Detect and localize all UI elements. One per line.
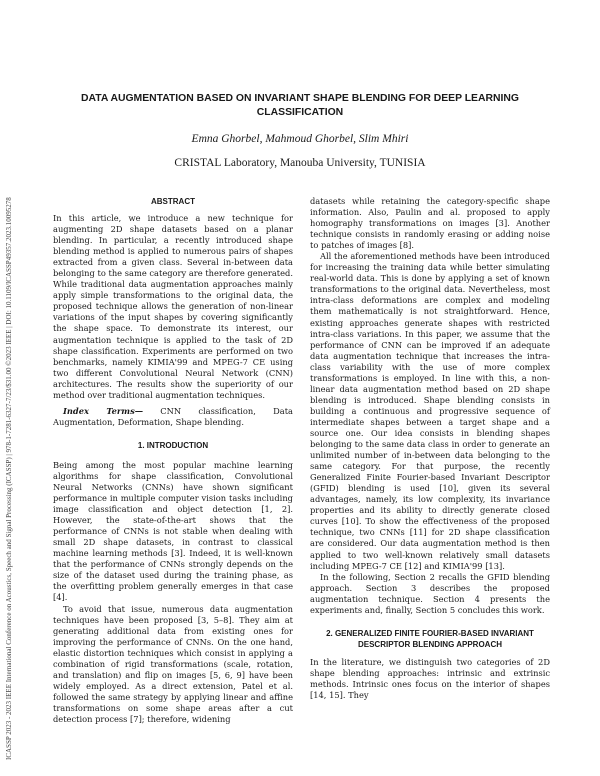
index-terms bbox=[53, 406, 293, 428]
section-2-paragraph: In the literature, we distinguish two categories of 2D shape blending approaches: intrinsic and extrinsic methods. Intrinsic ones focus on the interior of shapes [14, 15]. They bbox=[310, 656, 550, 700]
intro-paragraph: To avoid that issue, numerous data augmentation techniques have been proposed [3, 5–8]. They aim at generating additional data from existing ones for improving the performance of CNNs. On the one hand, elastic distortion techniques which consist in applying a combination of rigid transformations (scale, rotation, and translation) and flip on images [5, 6, 9] have been widely employed. As a direct extension, Patel et al. followed the same strategy by applying linear and affine transformations on some shape areas after a cut detection process [7]; therefore, widening bbox=[53, 603, 293, 724]
affiliation: CRISTAL Laboratory, Manouba University, TUNISIA bbox=[174, 157, 426, 169]
conference-doi-note: ICASSP 2023 - 2023 IEEE International Conference on Acoustics, Speech and Signal Processing (ICASSP) | 978-1-7281-6327-7/23/$31.00 ©2023 IEEE | DOI: 10.1109/ICASSP49357.2023.10095278 bbox=[5, 197, 13, 760]
abstract-heading: ABSTRACT bbox=[151, 197, 195, 206]
paper-title: DATA AUGMENTATION BASED ON INVARIANT SHAPE BLENDING FOR DEEP LEARNING CLASSIFICATION bbox=[81, 93, 519, 118]
body-paragraph: datasets while retaining the category-specific shape information. Also, Paulin and al. proposed to apply homography transformations on images [3]. Another technique consists in randomly erasing or adding noise to patches of images [8]. bbox=[310, 196, 550, 251]
left-column bbox=[53, 196, 293, 725]
abstract-text: In this article, we introduce a new technique for augmenting 2D shape datasets based on a planar blending. In particular, a recently introduced shape blending method is applied to numerous pairs of shapes extracted from a given class. Several in-between data belonging to the same category are therefore generated. While traditional data augmentation approaches mainly apply simple transformations to the original data, the proposed technique allows the generation of non-linear variations of the input shapes by covering significantly the shape space. To demonstrate its interest, our augmentation technique is applied to the task of 2D shape classification. Experiments are performed on two benchmarks, namely KIMIA'99 and MPEG-7 CE using two different Convolutional Neural Network (CNN) architectures. The results show the superiority of our method over traditional augmentation techniques. bbox=[53, 213, 293, 400]
author-list: Emna Ghorbel, Mahmoud Ghorbel, Slim Mhiri bbox=[191, 133, 409, 145]
margin-strip bbox=[3, 70, 15, 760]
index-terms-label: Index Terms— bbox=[63, 405, 144, 416]
body-paragraph: In the following, Section 2 recalls the GFID blending approach. Section 3 describes the proposed augmentation technique. Section 4 presents the experiments and, finally, Section 5 concludes this work. bbox=[310, 571, 550, 615]
intro-paragraph: Being among the most popular machine learning algorithms for shape classification, Convolutional Neural Networks (CNNs) have shown significant performance in multiple computer vision tasks including image classification and object detection [1, 2]. However, the state-of-the-art shows that the performance of CNNs is not stable when dealing with small 2D shape datasets, in contrast to classical machine learning methods [3]. Indeed, it is well-known that the performance of CNNs strongly depends on the size of the dataset used during the training phase, as the overfitting problem generally emerges in that case [4]. bbox=[53, 459, 293, 603]
introduction-heading: 1. INTRODUCTION bbox=[137, 440, 209, 450]
body-paragraph: All the aforementioned methods have been introduced for increasing the training data while better simulating real-world data. This is done by applying a set of known transformations to the original data. Nevertheless, most intra-class deformations are complex and modeling them mathematically is not straightforward. Hence, existing approaches generate shapes with restricted intra-class variations. In this paper, we assume that the performance of CNN can be improved if an adequate data augmentation technique that increases the intra-class variability with the use of more complex transformations is employed. In line with this, a non-linear data augmentation method based on 2D shape blending is introduced. Shape blending consists in building a continuous and progressive sequence of intermediate shapes between a target shape and a source one. Our idea consists in blending shapes belonging to the same data class in order to generate an unlimited number of in-between data belonging to the same category. For that purpose, the recently Generalized Finite Fourier-based Invariant Descriptor (GFID) blending is used [10], given its several advantages, namely, its low complexity, its invariance properties and its ability to directly generate closed curves [10]. To show the effectiveness of the proposed technique, two CNNs [11] for 2D shape classification are considered. Our data augmentation method is then applied to two well-known relatively small datasets including MPEG-7 CE [12] and KIMIA'99 [13]. bbox=[310, 251, 550, 571]
section-2-heading: 2. GENERALIZED FINITE FOURIER-BASED INVARIANT DESCRIPTOR BLENDING APPROACH bbox=[326, 628, 534, 649]
right-column bbox=[310, 196, 550, 701]
index-terms-text: CNN classification, Data Augmentation, Deformation, Shape blending. bbox=[53, 405, 293, 427]
